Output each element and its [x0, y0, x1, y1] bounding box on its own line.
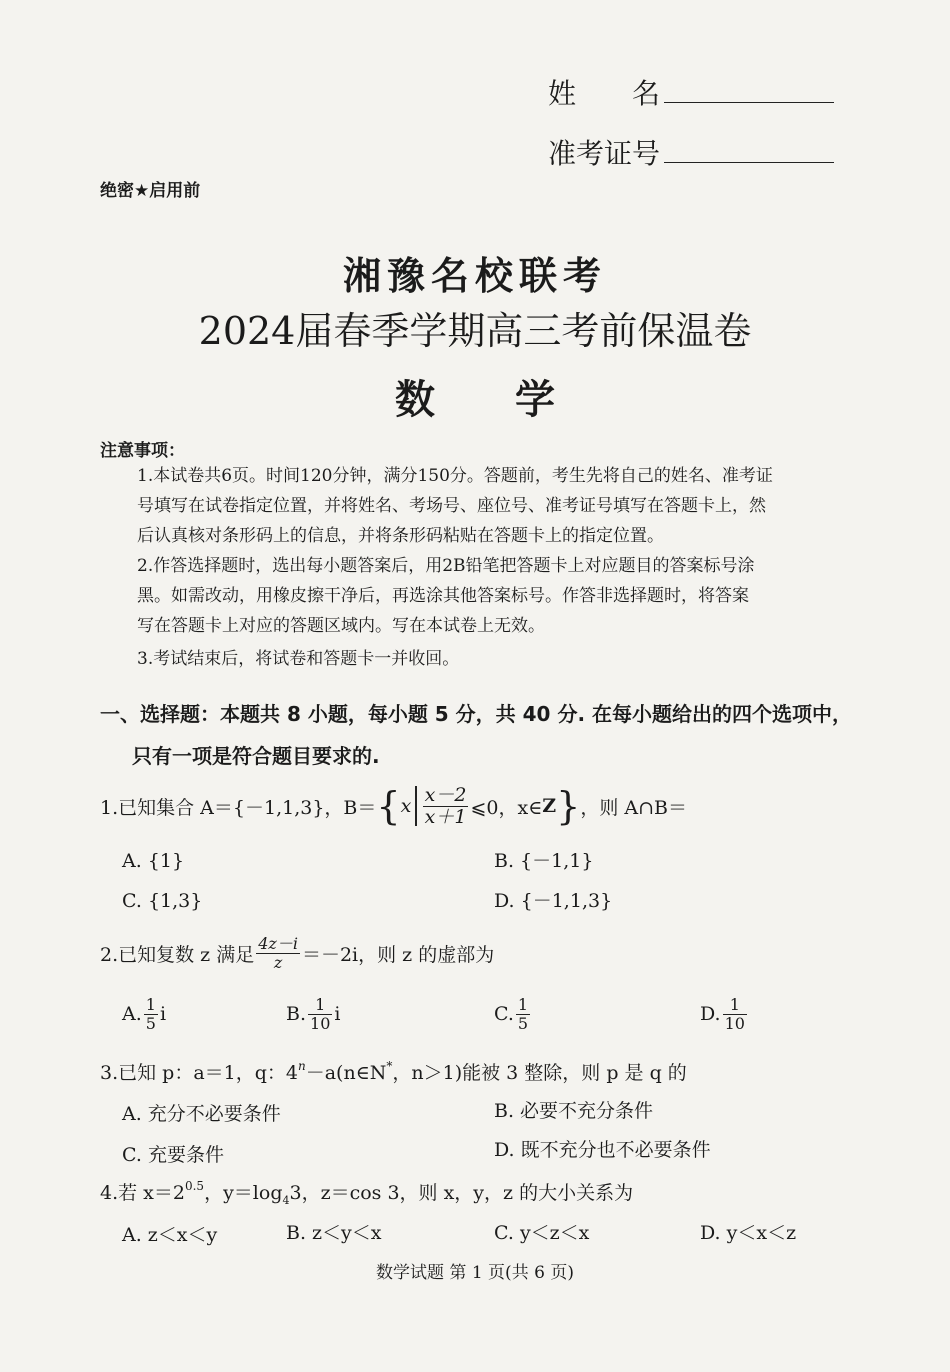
- question-3-stem: [100, 1058, 687, 1085]
- q1-var: x: [400, 795, 412, 817]
- q3-option-c: C. 充要条件: [122, 1144, 224, 1166]
- q2-pre: 2.已知复数 z 满足: [100, 943, 255, 966]
- notice-line-7: 3.考试结束后，将试卷和答题卡一并收回。: [137, 649, 460, 669]
- q1-option-d: D. {－1,1,3}: [494, 890, 613, 912]
- secret-label: 绝密★启用前: [100, 181, 201, 201]
- q2-d-label: D.: [700, 1003, 721, 1026]
- notice-line-5: 黑。如需改动，用橡皮擦干净后，再选涂其他答案标号。作答非选择题时，将答案: [137, 586, 749, 606]
- q2-d-den: 10: [724, 1013, 745, 1033]
- notice-heading: 注意事项：: [100, 441, 185, 461]
- q3-pre: 3.已知 p：a＝1，q：4: [100, 1062, 298, 1084]
- id-field: [548, 132, 834, 172]
- q2-numerator: 4z－i: [258, 933, 298, 953]
- q2-a-den: 5: [145, 1013, 156, 1033]
- q4-log-base: 4: [282, 1193, 290, 1207]
- q4-pre: 4.若 x＝2: [100, 1182, 185, 1204]
- q2-option-a: [122, 996, 166, 1032]
- q1-condition: ⩽0，x∈: [470, 796, 543, 819]
- q1-pre: 1.已知集合 A＝{－1,1,3}，B＝: [100, 796, 377, 819]
- q2-a-fraction: [144, 996, 158, 1032]
- q2-d-fraction: [723, 996, 747, 1032]
- q2-b-label: B.: [286, 1003, 307, 1026]
- page-footer: 数学试题 第 1 页(共 6 页): [376, 1263, 574, 1283]
- name-field: [548, 72, 834, 112]
- q2-c-den: 5: [517, 1013, 529, 1033]
- name-label: 姓 名: [548, 77, 661, 110]
- id-blank: [664, 161, 834, 163]
- notice-line-2: 号填写在试卷指定位置，并将姓名、考场号、座位号、准考证号填写在答题卡上，然: [137, 496, 766, 516]
- question-2-stem: [100, 928, 494, 978]
- q1-denominator: x＋1: [424, 805, 467, 828]
- q2-b-num: 1: [308, 996, 332, 1015]
- q1-numerator: x－2: [424, 783, 467, 806]
- q4-option-b: B. z＜y＜x: [286, 1222, 382, 1244]
- q3-mid: －a(n∈N: [305, 1062, 387, 1084]
- q2-a-suffix: i: [159, 1003, 167, 1026]
- q4-exponent: 0.5: [184, 1179, 205, 1193]
- id-label: 准考证号: [548, 137, 661, 170]
- name-blank: [664, 101, 834, 103]
- q4-option-a: A. z＜x＜y: [122, 1224, 218, 1246]
- q1-option-a: A. {1}: [122, 850, 185, 872]
- q1-option-c: C. {1,3}: [122, 890, 203, 912]
- q3-exponent: n: [298, 1059, 306, 1073]
- question-1-stem: [100, 782, 687, 830]
- q3-post: ，n＞1)能被 3 整除，则 p 是 q 的: [392, 1062, 687, 1084]
- set-bar: [415, 786, 416, 826]
- q1-post: ，则 A∩B＝: [580, 796, 687, 819]
- q1-option-b: B. {－1,1}: [494, 850, 594, 872]
- q2-a-label: A.: [122, 1003, 142, 1026]
- q4-option-c: C. y＜z＜x: [494, 1222, 590, 1244]
- q1-integers: Z: [542, 795, 557, 817]
- q4-mid: ，y＝log: [204, 1182, 283, 1204]
- right-brace: }: [556, 784, 581, 828]
- q2-b-suffix: i: [334, 1003, 341, 1026]
- exam-title-line1: 湘豫名校联考: [342, 254, 607, 298]
- q2-c-num: 1: [517, 995, 529, 1014]
- q2-c-label: C.: [494, 1003, 514, 1026]
- q2-a-num: 1: [145, 995, 156, 1014]
- notice-line-3: 后认真核对条形码上的信息，并将条形码粘贴在答题卡上的指定位置。: [137, 526, 664, 546]
- q2-option-c: [494, 996, 532, 1032]
- q2-c-fraction: [516, 996, 530, 1032]
- left-brace: {: [376, 784, 401, 828]
- q3-option-b: B. 必要不充分条件: [494, 1100, 654, 1122]
- section-heading-line2: 只有一项是符合题目要求的.: [132, 744, 380, 768]
- q1-fraction: [423, 785, 469, 828]
- q2-option-b: [286, 996, 340, 1032]
- q2-option-d: [700, 996, 749, 1032]
- q2-b-fraction: [308, 996, 332, 1032]
- notice-line-4: 2.作答选择题时，选出每小题答案后，用2B铅笔把答题卡上对应题目的答案标号涂: [137, 556, 755, 576]
- q2-fraction: [256, 935, 300, 971]
- question-4-stem: [100, 1178, 633, 1207]
- exam-title-line2: 2024届春季学期高三考前保温卷: [198, 309, 752, 353]
- section-heading-line1: 一、选择题：本题共 8 小题，每小题 5 分，共 40 分. 在每小题给出的四个选项中，: [100, 702, 853, 726]
- q2-post: ＝－2i，则 z 的虚部为: [301, 943, 495, 966]
- notice-line-6: 写在答题卡上对应的答题区域内。写在本试卷上无效。: [137, 616, 545, 636]
- q3-option-d: D. 既不充分也不必要条件: [494, 1139, 711, 1161]
- q3-option-a: A. 充分不必要条件: [122, 1103, 281, 1125]
- notice-line-1: 1.本试卷共6页。时间120分钟，满分150分。答题前，考生先将自己的姓名、准考证: [137, 466, 773, 486]
- q3-star: *: [386, 1059, 393, 1073]
- q4-option-d: D. y＜x＜z: [700, 1222, 797, 1244]
- q2-d-num: 1: [723, 996, 747, 1015]
- subject-title: 数 学: [395, 377, 555, 423]
- q2-b-den: 10: [310, 1013, 331, 1033]
- q2-denominator: z: [273, 952, 283, 972]
- q4-post: 3，z＝cos 3，则 x，y，z 的大小关系为: [289, 1182, 634, 1204]
